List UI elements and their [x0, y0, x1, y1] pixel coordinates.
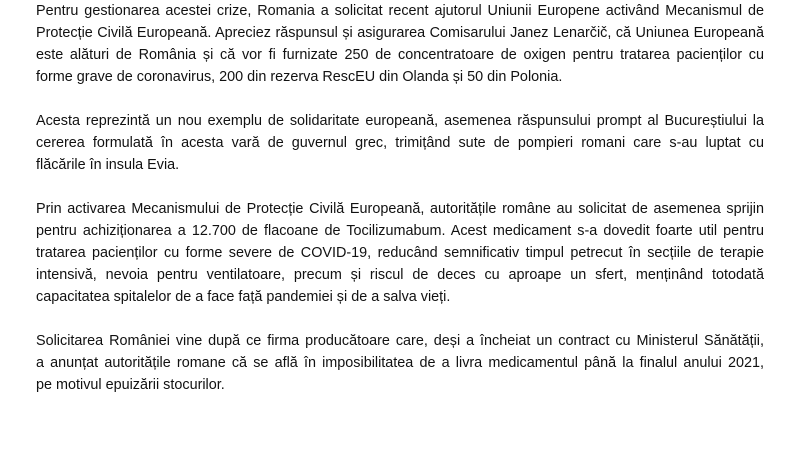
text-line: pe motivul epuizării stocurilor.: [36, 377, 225, 393]
text-line: capacitatea spitalelor de a face față pandemiei și de a salva vieți.: [36, 289, 451, 305]
paragraph-2: [36, 110, 764, 176]
text-line: Solicitarea României vine după ce firma producătoare care, deși a încheiat un contract cu Ministerul Sănătății,: [36, 333, 764, 349]
paragraph-1: [36, 0, 764, 88]
text-line: flăcările în insula Evia.: [36, 157, 180, 173]
text-line: Acesta reprezintă un nou exemplu de solidaritate europeană, asemenea răspunsului prompt al Bucureștiului la: [36, 113, 764, 129]
text-line: Protecție Civilă Europeană. Apreciez răspunsul și asigurarea Comisarului Janez Lenarčič, că Uniunea Europeană: [36, 25, 764, 41]
text-line: intensivă, nevoia pentru ventilatoare, precum și riscul de deces cu aproape un sfert, menținând totodată: [36, 267, 764, 283]
text-line: este alături de România și că vor fi furnizate 250 de concentratoare de oxigen pentru tratarea pacienților cu: [36, 47, 764, 63]
text-line: Prin activarea Mecanismului de Protecție Civilă Europeană, autoritățile române au solicitat de asemenea sprijin: [36, 201, 764, 217]
paragraph-4: [36, 330, 764, 396]
text-line: pentru achiziționarea a 12.700 de flacoane de Tocilizumabum. Acest medicament s-a dovedit foarte util pentru: [36, 223, 764, 239]
document-body: [36, 0, 764, 418]
text-line: cererea formulată în acesta vară de guvernul grec, trimițând sute de pompieri romani care s-au luptat cu: [36, 135, 764, 151]
text-line: tratarea pacienților cu forme severe de COVID-19, reducând semnificativ timpul petrecut în secțiile de terapie: [36, 245, 764, 261]
text-line: a anunțat autoritățile romane că se află în imposibilitatea de a livra medicamentul până la finalul anului 2021,: [36, 355, 764, 371]
text-line: Pentru gestionarea acestei crize, Romania a solicitat recent ajutorul Uniunii Europene activând Mecanismul de: [36, 3, 764, 19]
text-line: forme grave de coronavirus, 200 din rezerva RescEU din Olanda și 50 din Polonia.: [36, 69, 563, 85]
paragraph-3: [36, 198, 764, 308]
